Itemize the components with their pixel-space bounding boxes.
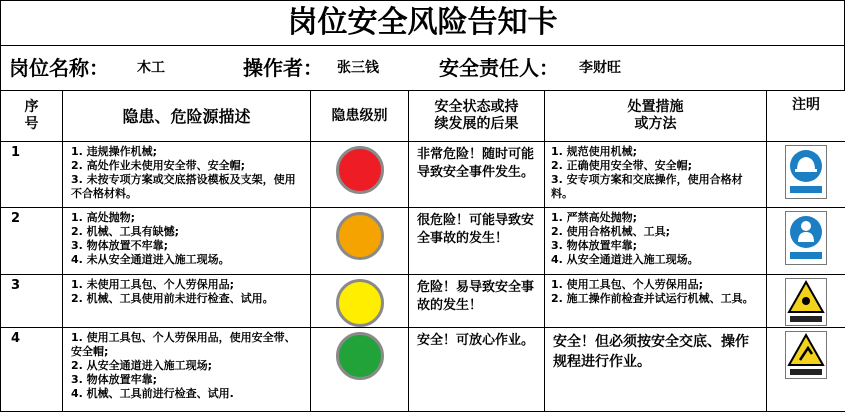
measure-line: 2. 施工操作前检查并试运行机械、工具。 [551,292,762,306]
hazard-line: 2. 从安全通道进入施工现场; [71,359,306,373]
consequence: 安全！可放心作业。 [409,328,545,412]
measures [545,208,767,275]
operator-label: 操作者： [243,46,323,90]
measure-line: 3. 安专项方案和交底操作，使用合格材料。 [551,173,762,201]
orange-light-icon [336,212,384,260]
header-consequence: 安全状态或持续发展的后果 [409,91,545,142]
red-light-icon [336,146,384,194]
info-bar [0,45,845,90]
header-desc: 隐患、危险源描述 [63,91,311,142]
responsible-label: 安全责任人： [439,46,559,90]
note-cell [767,275,845,328]
slip-hazard-sign-icon [785,331,827,379]
consequence: 非常危险！随时可能导致安全事件发生。 [409,142,545,208]
hazard-line: 1. 未使用工具包、个人劳保用品; [71,278,306,292]
hazard-line: 1. 使用工具包、个人劳保用品，使用安全带、安全帽; [71,331,306,359]
table-row [1,208,845,275]
responsible-value: 李财旺 [579,46,621,90]
table-row [1,142,845,208]
note-cell [767,208,845,275]
machine-hazard-sign-icon [785,278,827,326]
hazard-line: 2. 高处作业未使用安全带、安全帽; [71,159,306,173]
card-title: 岗位安全风险告知卡 [0,0,845,45]
protective-gear-sign-icon [785,211,827,265]
header-measures: 处置措施或方法 [545,91,767,142]
note-cell [767,328,845,412]
measure-line: 1. 规范使用机械; [551,145,762,159]
helmet-sign-icon [785,145,827,199]
row-number: 3 [1,275,63,328]
hazard-line: 4. 未从安全通道进入施工现场。 [71,253,306,267]
row-number: 1 [1,142,63,208]
hazard-description [63,275,311,328]
risk-level [311,328,409,412]
measures: 安全！但必须按安全交底、操作规程进行作业。 [545,328,767,412]
measure-line: 1. 使用工具包、个人劳保用品; [551,278,762,292]
measure-line: 4. 从安全通道进入施工现场。 [551,253,762,267]
hazard-line: 3. 物体放置不牢靠; [71,239,306,253]
hazard-line: 3. 物体放置牢靠; [71,373,306,387]
yellow-light-icon [336,279,384,327]
row-number: 4 [1,328,63,412]
risk-level [311,275,409,328]
header-note: 注明 [767,91,845,142]
consequence: 很危险！可能导致安全事故的发生！ [409,208,545,275]
note-cell [767,142,845,208]
hazard-line: 4. 机械、工具前进行检查、试用. [71,387,306,401]
hazard-line: 1. 违规操作机械; [71,145,306,159]
consequence: 危险！易导致安全事故的发生！ [409,275,545,328]
post-value: 木工 [137,46,165,90]
measures [545,142,767,208]
hazard-description [63,328,311,412]
hazard-description [63,208,311,275]
header-no: 序号 [1,91,63,142]
hazard-line: 2. 机械、工具有缺憾; [71,225,306,239]
table-header [1,91,845,142]
header-level: 隐患级别 [311,91,409,142]
hazard-line: 3. 未按专项方案或交底搭设模板及支架，使用不合格材料。 [71,173,306,201]
measure-line: 2. 使用合格机械、工具; [551,225,762,239]
measure-line: 1. 严禁高处抛物; [551,211,762,225]
hazard-line: 1. 高处抛物; [71,211,306,225]
table-row [1,328,845,412]
hazard-description [63,142,311,208]
green-light-icon [336,332,384,380]
risk-table [0,90,845,412]
risk-level [311,208,409,275]
row-number: 2 [1,208,63,275]
risk-level [311,142,409,208]
post-label: 岗位名称： [9,46,109,90]
operator-value: 张三钱 [337,46,379,90]
hazard-line: 2. 机械、工具使用前未进行检查、试用。 [71,292,306,306]
table-row [1,275,845,328]
measure-line: 3. 物体放置牢靠; [551,239,762,253]
measure-line: 2. 正确使用安全带、安全帽; [551,159,762,173]
measures [545,275,767,328]
